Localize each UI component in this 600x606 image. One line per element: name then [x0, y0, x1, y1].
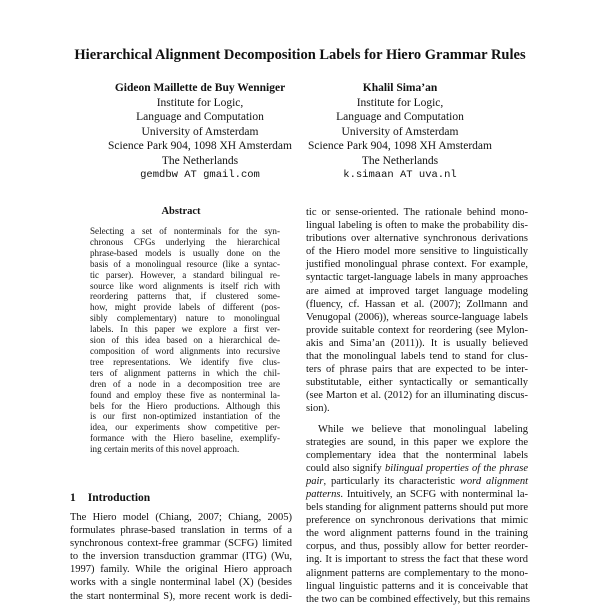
intro-line: works with a single nonterminal label (X) (besides	[70, 577, 292, 589]
paragraph-gap	[306, 416, 528, 423]
affiliation-line: Institute for Logic,	[156, 96, 244, 109]
abstract-heading: Abstract	[161, 206, 201, 217]
body-line: tic or sense-oriented. The rationale behind mono-	[306, 207, 528, 218]
abstract-line: tic parser). However, a standard bilingual re-	[90, 269, 280, 280]
body-line: lingual linguistic patterns and it is conceivable that	[306, 580, 528, 592]
section-title: Introduction	[87, 492, 151, 504]
abstract-line: composition of word alignments into recursive	[90, 345, 280, 356]
affiliation-line: Science Park 904, 1098 XH Amsterdam	[108, 140, 292, 152]
body-line: complementary idea that the nonterminal labels	[306, 449, 528, 461]
abstract-line: reordering patterns that, if clustered some-	[90, 291, 280, 302]
intro-line: to the inversion transduction grammar (ITG) (Wu,	[70, 551, 292, 563]
abstract-line: ing certain merits of this novel approach.	[90, 444, 240, 455]
section-number: 1	[70, 492, 76, 504]
text-run: could also signify	[306, 462, 385, 474]
body-line: alignment patterns are complementary to the mono-	[306, 567, 528, 579]
abstract-line: tree representations. We identify five clus-	[90, 356, 280, 367]
body-line: preference on synchronous derivations that mimic	[306, 515, 528, 527]
right-column-text	[306, 206, 528, 606]
abstract-line: ters of alignment patterns in which the chil-	[90, 367, 280, 378]
affiliation-line: Language and Computation	[136, 111, 264, 123]
abstract-line: sion of this idea based on a hierarchical de-	[90, 335, 280, 346]
author-block-2	[300, 81, 500, 183]
paper-title: Hierarchical Alignment Decomposition Labels for Hiero Grammar Rules	[74, 47, 526, 63]
body-line: the two can be combined effectively, but this remains	[306, 593, 530, 605]
body-line: the word alignment patterns found in the training	[306, 528, 528, 540]
abstract-line: chronous CFGs underlying the hierarchical	[90, 236, 280, 247]
abstract-line: is our first non-optimized instantiation of the	[90, 411, 280, 422]
affiliation-line: University of Amsterdam	[341, 125, 459, 138]
body-line: bels standing for alignment patterns should put more	[306, 502, 528, 514]
body-line: syntactic target-language labels in many approaches	[306, 272, 528, 284]
affiliation-line: The Netherlands	[161, 154, 239, 167]
body-line: lingual labeling is often to make the probability dis-	[306, 220, 528, 232]
author-email: k.simaan AT uva.nl	[343, 169, 457, 181]
abstract-line: basis of a monolingual resource (like a syntac-	[90, 258, 280, 269]
body-line: strategies are sound, in this paper we explore the	[306, 436, 528, 448]
abstract-line: sibly complementary) nature to monolingual	[90, 313, 280, 324]
abstract-line: phrase-based models is usually done on the	[90, 247, 280, 258]
body-line: akis and Sima’an (2011)). It is usually believed	[306, 337, 528, 349]
author-name: Gideon Maillette de Buy Wenniger	[114, 82, 286, 94]
body-line: sion).	[306, 403, 330, 415]
affiliation-line: The Netherlands	[361, 154, 439, 167]
body-line: are aimed at improved target language modeling	[306, 285, 528, 297]
affiliation-line: Institute for Logic,	[356, 96, 444, 109]
author-email: gemdbw AT gmail.com	[140, 169, 260, 181]
intro-line: synchronous context-free grammar (SCFG) limited	[70, 538, 292, 550]
emphasis-text: bilingual properties of the phrase	[384, 462, 528, 474]
affiliation-line: Language and Computation	[336, 111, 464, 123]
text-run: , particularly its characteristic	[323, 475, 460, 487]
body-line: corpus, and thus, possibly allow for better reorder-	[306, 541, 528, 553]
author-block-1	[100, 81, 300, 183]
abstract-line: found and employ these five as nonterminal la-	[90, 389, 280, 400]
intro-line: formulates phrase-based translation in terms of a	[70, 525, 292, 537]
emphasis-text: patterns	[306, 488, 341, 500]
body-line: provide suitable context for reordering (see Mylon-	[306, 324, 528, 336]
intro-line: the start nonterminal S), more recent work is dedi-	[70, 590, 292, 602]
body-line	[306, 488, 528, 501]
abstract-line: dren of a node in a decomposition tree are	[90, 378, 280, 389]
abstract-line: how, might provide labels of different (pos-	[90, 302, 280, 313]
body-line: substitutable, either syntactically or semantically	[306, 377, 528, 389]
author-name: Khalil Sima’an	[362, 82, 438, 94]
text-run: . Intuitively, an SCFG with nonterminal la-	[340, 488, 528, 500]
abstract-line: Selecting a set of nonterminals for the syn-	[90, 226, 280, 236]
body-line: that the monolingual labels tend to stand for clus-	[306, 351, 528, 363]
body-line: (see Marton et al. (2012) for an illuminating discus-	[306, 390, 528, 402]
abstract-line: idea, our experiments show competitive per-	[90, 422, 280, 433]
affiliation-line: University of Amsterdam	[141, 125, 259, 138]
emphasis-text: pair	[306, 475, 324, 487]
body-line: (fluency, cf. Hassan et al. (2007); Zollmann and	[306, 298, 528, 310]
body-line: Venugopal (2006)), whereas source-language labels	[306, 311, 528, 323]
body-line: justified monolingual phrase context. For example,	[306, 259, 528, 271]
introduction-body	[70, 511, 292, 603]
body-line	[306, 475, 528, 488]
body-line: ing. It is important to stress the fact that these word	[306, 554, 528, 566]
body-line: of the Hiero model more sensitive to linguistically	[306, 246, 528, 258]
abstract-line: formance with the Hiero baseline, exemplify-	[90, 433, 280, 444]
intro-line: 1997) family. While the original Hiero approach	[70, 564, 292, 576]
affiliation-line: Science Park 904, 1098 XH Amsterdam	[308, 140, 492, 152]
body-line	[306, 462, 528, 475]
abstract-line: bels for the Hiero productions. Although this	[90, 400, 280, 411]
abstract-line: source like word alignments is itself rich with	[90, 280, 280, 291]
emphasis-text: word alignment	[459, 475, 528, 487]
section-heading-introduction	[70, 492, 292, 504]
abstract-line: labels. In this paper we explore a first ver-	[90, 324, 280, 335]
body-line: tributions over alternative synchronous derivations	[306, 233, 528, 245]
abstract-body	[90, 226, 280, 455]
intro-line: The Hiero model (Chiang, 2007; Chiang, 2005)	[70, 512, 292, 523]
body-line: While we believe that monolingual labeling	[318, 423, 528, 435]
body-line: ters of phrase pairs that are expected to be inter-	[306, 364, 528, 376]
